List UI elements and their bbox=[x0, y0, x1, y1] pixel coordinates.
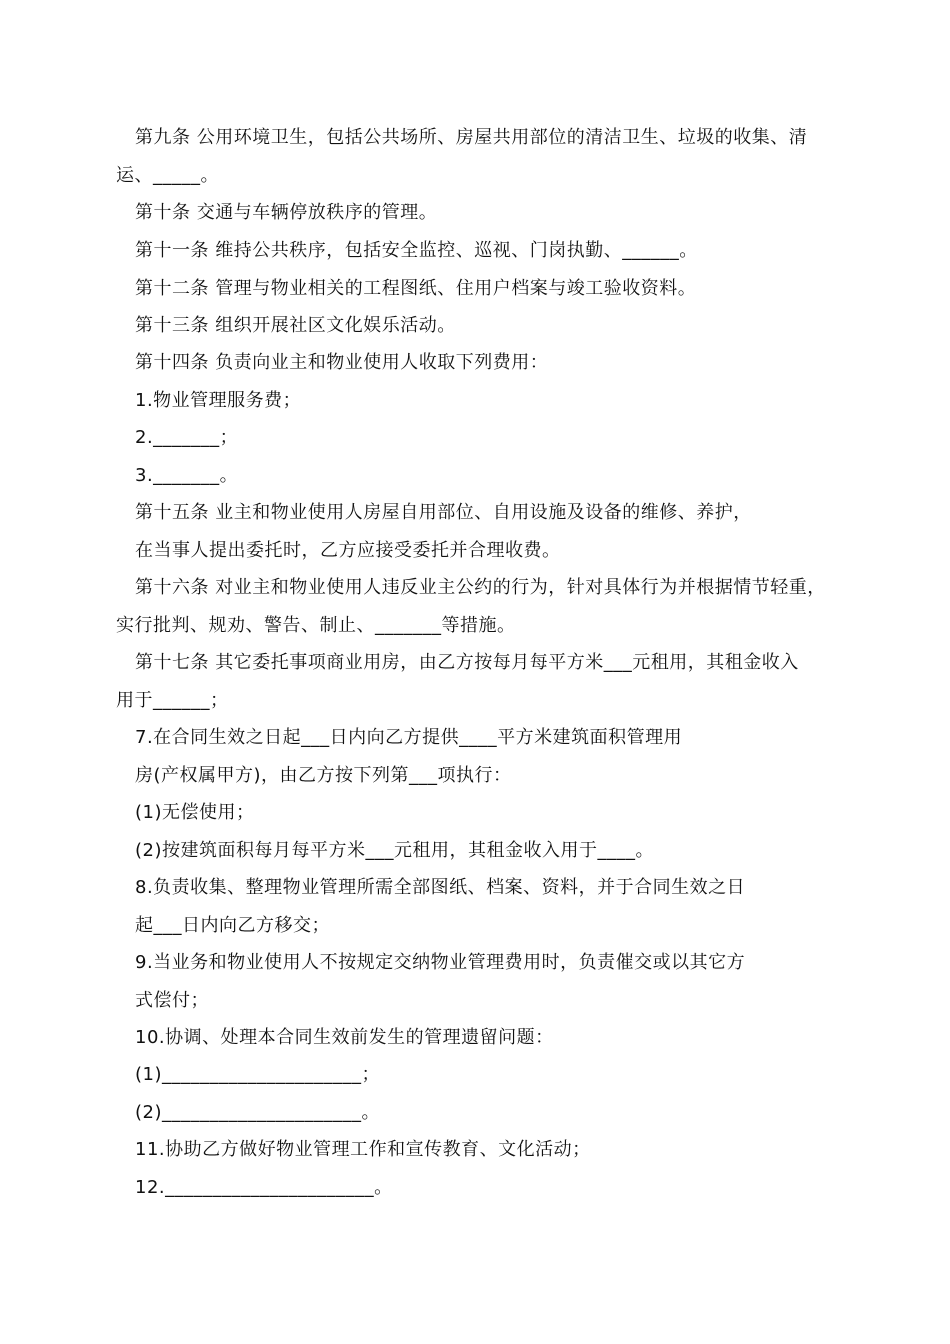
clause-13: 第十三条 组织开展社区文化娱乐活动。 bbox=[135, 315, 456, 336]
fee-item-3: 3._______。 bbox=[135, 465, 239, 486]
item-10-sub-1: (1)_____________________； bbox=[135, 1064, 380, 1085]
fee-item-1: 1.物业管理服务费； bbox=[135, 390, 302, 411]
clause-15-line-1: 第十五条 业主和物业使用人房屋自用部位、自用设施及设备的维修、养护， bbox=[135, 502, 752, 523]
item-10-sub-2: (2)_____________________。 bbox=[135, 1102, 380, 1123]
item-7-line-1: 7.在合同生效之日起___日内向乙方提供____平方米建筑面积管理用 bbox=[135, 727, 683, 748]
clause-10: 第十条 交通与车辆停放秩序的管理。 bbox=[135, 202, 438, 223]
item-7-line-2: 房(产权属甲方)，由乙方按下列第___项执行： bbox=[135, 765, 512, 786]
clause-9-line-2: 运、_____。 bbox=[116, 165, 219, 186]
clause-9-line-1: 第九条 公用环境卫生，包括公共场所、房屋共用部位的清洁卫生、垃圾的收集、清 bbox=[135, 127, 808, 148]
clause-14: 第十四条 负责向业主和物业使用人收取下列费用： bbox=[135, 352, 549, 373]
fee-item-2: 2._______； bbox=[135, 427, 239, 448]
item-10: 10.协调、处理本合同生效前发生的管理遗留问题： bbox=[135, 1027, 554, 1048]
clause-11: 第十一条 维持公共秩序，包括安全监控、巡视、门岗执勤、______。 bbox=[135, 240, 698, 261]
item-9-line-2: 式偿付； bbox=[135, 990, 209, 1011]
item-11: 11.协助乙方做好物业管理工作和宣传教育、文化活动； bbox=[135, 1139, 591, 1160]
item-7-option-2: (2)按建筑面积每月每平方米___元租用，其租金收入用于____。 bbox=[135, 840, 654, 861]
item-8-line-1: 8.负责收集、整理物业管理所需全部图纸、档案、资料，并于合同生效之日 bbox=[135, 877, 746, 898]
item-7-option-1: (1)无偿使用； bbox=[135, 802, 255, 823]
clause-15-line-2: 在当事人提出委托时，乙方应接受委托并合理收费。 bbox=[135, 540, 561, 561]
clause-17-line-1: 第十七条 其它委托事项商业用房，由乙方按每月每平方米___元租用，其租金收入 bbox=[135, 652, 799, 673]
clause-16-line-2: 实行批判、规劝、警告、制止、_______等措施。 bbox=[116, 615, 516, 636]
item-12: 12.______________________。 bbox=[135, 1177, 393, 1198]
clause-16-line-1: 第十六条 对业主和物业使用人违反业主公约的行为，针对具体行为并根据情节轻重， bbox=[135, 577, 826, 598]
clause-12: 第十二条 管理与物业相关的工程图纸、住用户档案与竣工验收资料。 bbox=[135, 278, 697, 299]
item-9-line-1: 9.当业务和物业使用人不按规定交纳物业管理费用时，负责催交或以其它方 bbox=[135, 952, 746, 973]
item-8-line-2: 起___日内向乙方移交； bbox=[135, 915, 330, 936]
clause-17-line-2: 用于______； bbox=[116, 690, 229, 711]
